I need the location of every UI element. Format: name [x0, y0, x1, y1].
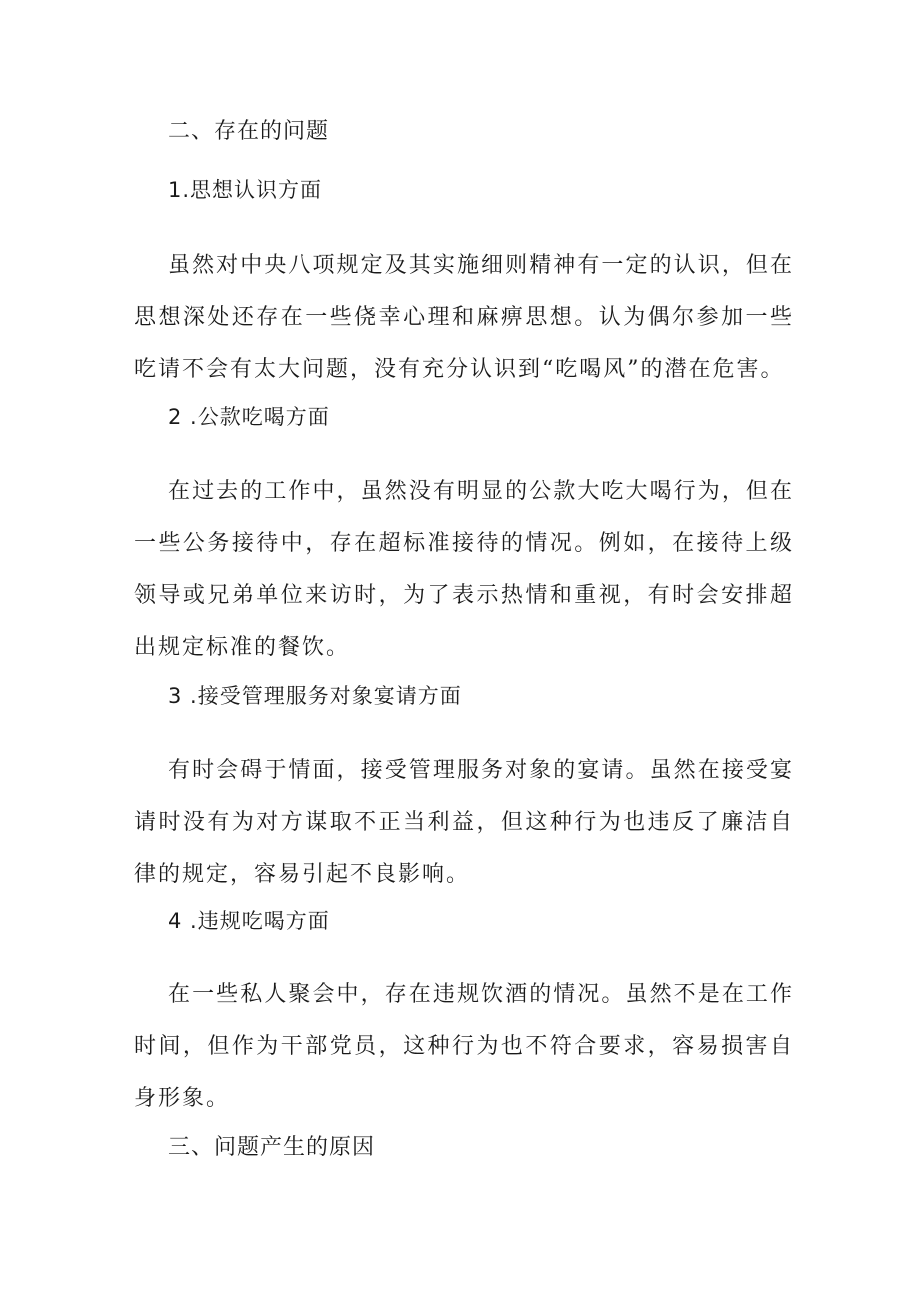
section-title-problems: 二、存在的问题	[168, 119, 330, 144]
subheading-thinking: 1.思想认识方面	[168, 178, 323, 202]
paragraph-public-funds: 在过去的工作中，虽然没有明显的公款大吃大喝行为，但在一些公务接待中，存在超标准接待的情况。例如，在接待上级领导或兄弟单位来访时，为了表示热情和重视，有时会安排超出规定标准的餐饮。	[134, 479, 794, 660]
paragraph-banquets: 有时会碍于情面，接受管理服务对象的宴请。虽然在接受宴请时没有为对方谋取不正当利益，但这种行为也违反了廉洁自律的规定，容易引起不良影响。	[134, 758, 794, 887]
paragraph-violations: 在一些私人聚会中，存在违规饮酒的情况。虽然不是在工作时间，但作为干部党员，这种行为也不符合要求，容易损害自身形象。	[134, 982, 794, 1111]
subheading-violations: 4 .违规吃喝方面	[168, 909, 330, 933]
subheading-banquets: 3 .接受管理服务对象宴请方面	[168, 684, 462, 708]
paragraph-thinking: 虽然对中央八项规定及其实施细则精神有一定的认识，但在思想深处还存在一些侥幸心理和麻痹思想。认为偶尔参加一些吃请不会有太大问题，没有充分认识到“吃喝风”的潜在危害。	[134, 253, 794, 382]
subheading-public-funds: 2 .公款吃喝方面	[168, 405, 330, 429]
section-title-causes: 三、问题产生的原因	[168, 1135, 376, 1160]
